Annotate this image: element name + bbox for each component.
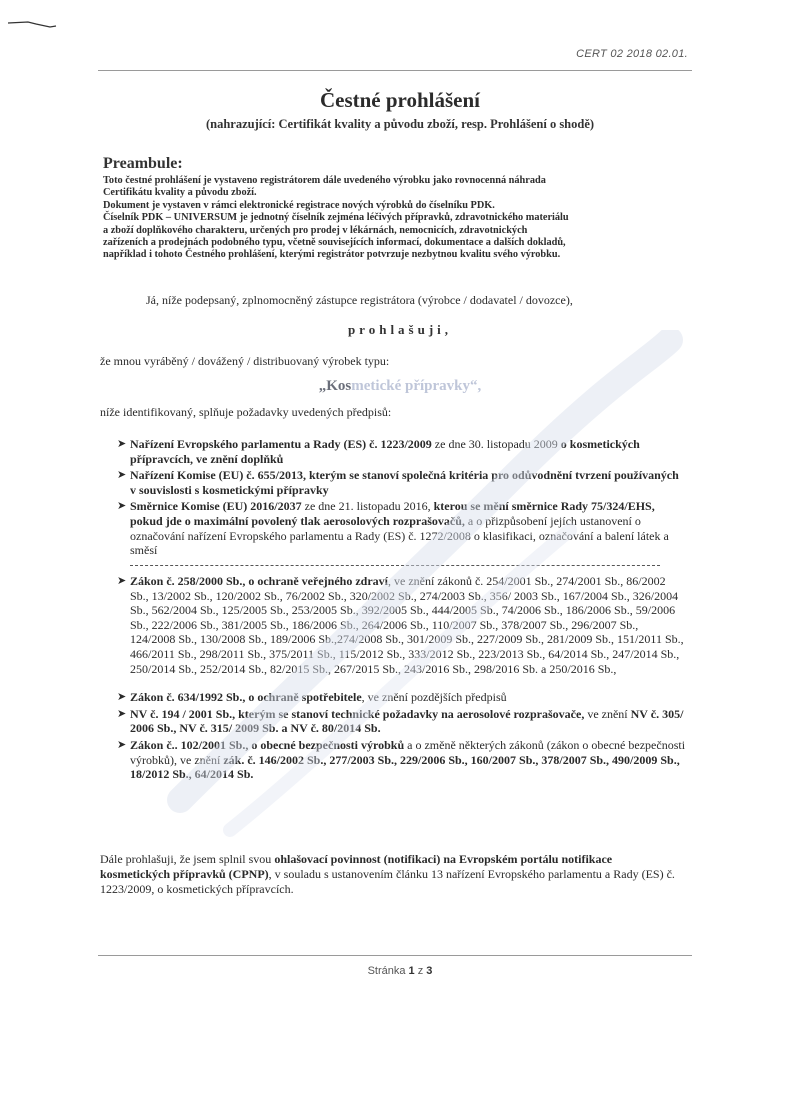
arrow-bullet-icon: ➤ (117, 707, 127, 720)
cz-regulations-list (96, 574, 686, 784)
compliance-intro: níže identifikovaný, splňuje požadavky uvedených předpisů: (100, 405, 392, 419)
preamble-line: Toto čestné prohlášení je vystaveno registrátorem dále uvedeného výrobku jako rovnocenná náhrada (103, 175, 546, 186)
list-item: ➤ NV č. 194 / 2001 Sb., kterým se stanoví technické požadavky na aerosolové rozprašovače, ve znění NV č. 305/ 2006 Sb., NV č. 315/ 2009 Sb. a NV č. 80/2014 Sb. (117, 706, 684, 736)
product-intro: že mnou vyráběný / dovážený / distribuovaný výrobek typu: (100, 354, 390, 368)
arrow-bullet-icon: ➤ (117, 691, 127, 704)
preamble-text (103, 175, 693, 262)
preamble-line: například i tohoto Čestného prohlášení, kterými registrátor potvrzuje nezbytnou kvalitu svého výrobku. (103, 249, 561, 261)
certificate-code: CERT 02 2018 02.01. (576, 48, 688, 60)
scan-mark (6, 14, 58, 32)
header-rule (98, 70, 692, 71)
arrow-bullet-icon: ➤ (117, 438, 127, 450)
footer-rule (98, 955, 692, 956)
notification-paragraph: Dále prohlašuji, že jsem splnil svou ohlašovací povinnost (notifikaci) na Evropském portálu notifikace kosmetických přípravků (CPNP), v souladu s ustanovením článku 13 nařízení Evropského parlamentu a Rady (ES) č. 1223/2009, o kosmetických přípravcích. (100, 852, 675, 896)
arrow-bullet-icon: ➤ (117, 469, 127, 482)
declaration-word: prohlašuji, (347, 322, 453, 337)
arrow-bullet-icon: ➤ (117, 738, 127, 751)
preamble-line: Certifikátu kvality a původu zboží. (103, 187, 257, 199)
preamble-heading: Preambule: (103, 155, 183, 172)
arrow-bullet-icon: ➤ (117, 500, 127, 513)
product-type-prefix: „Kos (318, 378, 352, 394)
arrow-bullet-icon: ➤ (117, 575, 127, 587)
page-number: Stránka 1 z 3 (367, 965, 433, 977)
product-type (0, 378, 800, 395)
list-item: ➤ Zákon č. 258/2000 Sb., o ochraně veřejného zdraví, ve znění zákonů č. 254/2001 Sb., 274/2001 Sb., 86/2002 Sb., 13/2002 Sb., 120/2002 Sb., 76/2002 Sb., 320/2002 Sb., 274/2003 Sb., 356/ 2003 Sb., 167/2004 Sb., 326/2004 Sb., 562/2004 Sb., 125/2005 Sb., 253/2005 Sb., 392/2005 Sb., 444/2005 Sb., 74/2006 Sb., 186/2006 Sb., 59/2006 Sb., 222/2006 Sb., 381/2005 Sb., 186/2006 Sb., 264/2006 Sb., 110/2007 Sb., 378/2007 Sb., 296/2007 Sb., 124/2008 Sb., 130/2008 Sb., 189/2006 Sb.,274/2008 Sb., 301/2009 Sb., 227/2009 Sb., 281/2009 Sb., 151/2011 Sb., 466/2011 Sb., 298/2011 Sb., 375/2011 Sb., 115/2012 Sb., 333/2012 Sb., 223/2013 Sb., 64/2014 Sb., 247/2014 Sb., 250/2014 Sb., 252/2014 Sb., 82/2015 Sb., 267/2015 Sb., 243/2016 Sb., 298/2016 Sb. a 250/2016 Sb., (117, 574, 684, 676)
page-subtitle: (nahrazující: Certifikát kvality a původu zboží, resp. Prohlášení o shodě) (205, 117, 595, 131)
signatory-line: Já, níže podepsaný, zplnomocněný zástupce registrátora (výrobce / dodavatel / dovozce), (146, 293, 573, 307)
list-item: ➤ Zákon č.. 102/2001 Sb., o obecné bezpečnosti výrobků a o změně některých zákonů (zákon o obecné bezpečnosti výrobků), ve znění zák. č. 146/2002 Sb., 277/2003 Sb., 229/2006 Sb., 160/2007 Sb., 378/2007 Sb., 490/2009 Sb., 18/2012 Sb., 64/2014 Sb. (117, 737, 686, 782)
page-title: Čestné prohlášení (319, 88, 481, 112)
list-item: ➤ Nařízení Komise (EU) č. 655/2013, kterým se stanoví společná kritéria pro odůvodnění tvrzení používaných v souvislosti s kosmetickými přípravky (117, 468, 679, 497)
preamble-line: Číselník PDK – UNIVERSUM je jednotný číselník zejména léčivých přípravků, zdravotnického materiálu (103, 212, 569, 224)
list-item: ➤ Zákon č. 634/1992 Sb., o ochraně spotřebitele, ve znění pozdějších předpisů (117, 690, 507, 705)
eu-regulations-list (96, 437, 686, 560)
section-divider (130, 565, 660, 566)
list-item: ➤ Směrnice Komise (EU) 2016/2037 ze dne 21. listopadu 2016, kterou se mění směrnice Rady 75/324/EHS, pokud jde o maximální povolený tlak aerosolových rozprašovačů, a o přizpůsobení jejích ustanovení o označování nařízení Evropského parlamentu a Rady (ES) č. 1272/2008 o klasifikaci, označování a balení látek a směsí (117, 499, 669, 558)
product-type-rest: metické přípravky“, (351, 378, 482, 394)
list-item: ➤ Nařízení Evropského parlamentu a Rady (ES) č. 1223/2009 ze dne 30. listopadu 2009 o kosmetických přípravcích, ve znění doplňků (117, 437, 640, 466)
preamble-line: a zboží doplňkového charakteru, určených pro prodej v lékárnách, nemocnicích, zdravotnických (103, 224, 528, 236)
preamble-line: Dokument je vystaven v rámci elektronické registrace nových výrobků do číselníku PDK. (103, 199, 495, 211)
preamble-line: zařízeních a prodejnách podobného typu, včetně souvisejících informací, dokumentace a dalších dokladů, (103, 237, 566, 249)
